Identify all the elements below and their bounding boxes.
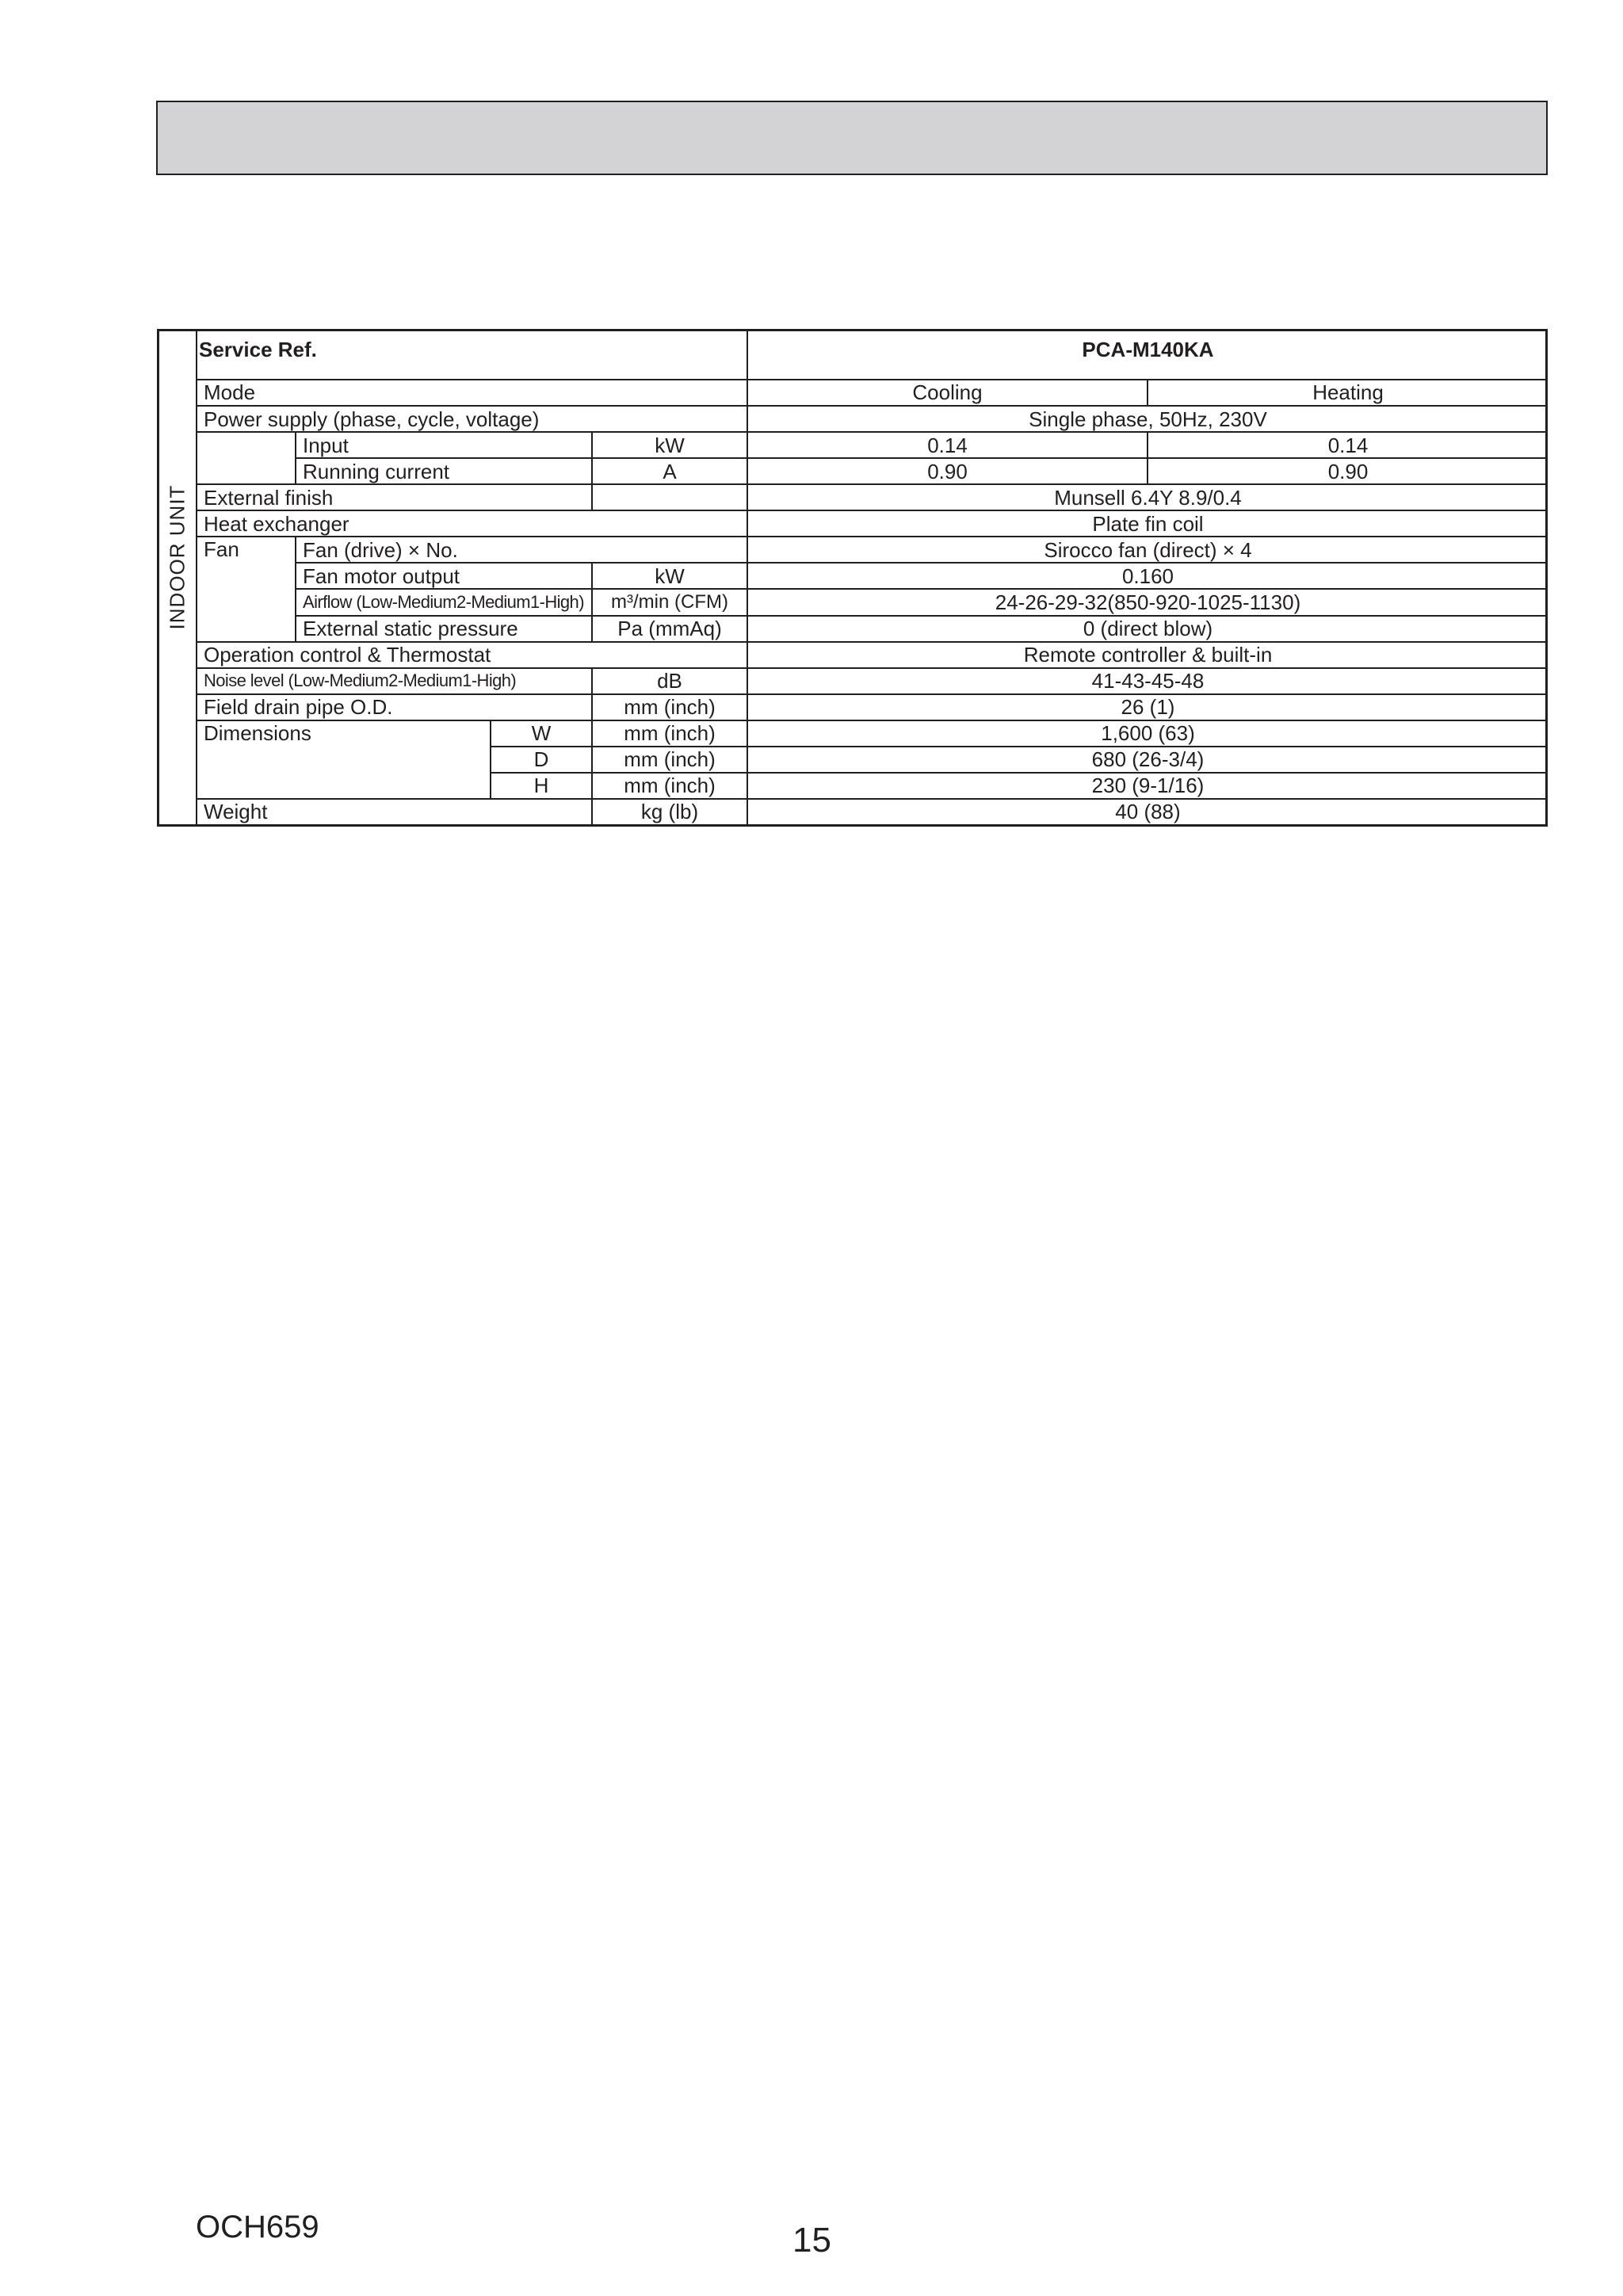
external-finish-value: Munsell 6.4Y 8.9/0.4 [747,484,1548,510]
table-row-field-drain-pipe [197,694,1548,720]
weight-unit: kg (lb) [592,799,747,824]
dimension-h-axis: H [491,773,592,799]
table-row-input [197,432,1548,458]
model-name: PCA-M140KA [747,331,1548,380]
dimension-w-unit: mm (inch) [592,720,747,747]
airflow-value: 24-26-29-32(850-920-1025-1130) [747,589,1548,615]
table-row-heat-exchanger [197,510,1548,537]
field-drain-pipe-unit: mm (inch) [592,694,747,720]
side-label-text: INDOOR UNIT [165,484,189,630]
fan-motor-output-unit: kW [592,563,747,589]
table-row-noise-level [197,668,1548,694]
external-static-pressure-value: 0 (direct blow) [747,616,1548,642]
table-row-external-static-pressure [197,616,1548,642]
running-current-unit: A [592,458,747,484]
heat-exchanger-value: Plate fin coil [747,510,1548,537]
input-label: Input [296,432,592,458]
input-unit: kW [592,432,747,458]
field-drain-pipe-label: Field drain pipe O.D. [197,694,592,720]
running-current-heating: 0.90 [1148,458,1548,484]
page-number: 15 [792,2221,831,2260]
mode-cooling: Cooling [747,380,1148,406]
field-drain-pipe-value: 26 (1) [747,694,1548,720]
fan-motor-output-label: Fan motor output [296,563,592,589]
noise-level-label: Noise level (Low-Medium2-Medium1-High) [197,668,592,694]
table-row-fan-drive [197,537,1548,563]
weight-value: 40 (88) [747,799,1548,824]
table-row-fan-motor-output [197,563,1548,589]
power-supply-label: Power supply (phase, cycle, voltage) [197,406,747,432]
input-cooling: 0.14 [747,432,1148,458]
fan-motor-output-value: 0.160 [747,563,1548,589]
table-row-dimensions-w [197,720,1548,747]
indoor-unit-side-label [159,331,197,824]
table-row-airflow [197,589,1548,615]
table-row-power-supply [197,406,1548,432]
external-static-pressure-unit: Pa (mmAq) [592,616,747,642]
running-current-label: Running current [296,458,592,484]
weight-label: Weight [197,799,592,824]
airflow-label: Airflow (Low-Medium2-Medium1-High) [296,589,592,615]
external-static-pressure-label: External static pressure [296,616,592,642]
operation-control-value: Remote controller & built-in [747,642,1548,668]
heat-exchanger-label: Heat exchanger [197,510,747,537]
table-row-mode [197,380,1548,406]
dimension-h-value: 230 (9-1/16) [747,773,1548,799]
table-row-operation-control [197,642,1548,668]
input-heating: 0.14 [1148,432,1548,458]
document-code: OCH659 [196,2210,319,2244]
mode-heating: Heating [1148,380,1548,406]
service-ref-label: Service Ref. [197,331,747,380]
dimension-d-value: 680 (26-3/4) [747,747,1548,773]
dimension-d-axis: D [491,747,592,773]
dimension-h-unit: mm (inch) [592,773,747,799]
spec-table [197,331,1548,824]
fan-label: Fan [197,537,296,641]
operation-control-label: Operation control & Thermostat [197,642,747,668]
fan-drive-label: Fan (drive) × No. [296,537,747,563]
external-finish-label: External finish [197,484,592,510]
table-row-external-finish [197,484,1548,510]
running-current-cooling: 0.90 [747,458,1148,484]
noise-level-value: 41-43-45-48 [747,668,1548,694]
header-band [156,101,1548,175]
airflow-unit: m³/min (CFM) [592,589,747,615]
dimensions-label: Dimensions [197,720,491,799]
power-supply-value: Single phase, 50Hz, 230V [747,406,1548,432]
dimension-d-unit: mm (inch) [592,747,747,773]
mode-label: Mode [197,380,747,406]
spec-table-container [157,329,1548,827]
dimension-w-value: 1,600 (63) [747,720,1548,747]
noise-level-unit: dB [592,668,747,694]
fan-drive-value: Sirocco fan (direct) × 4 [747,537,1548,563]
dimension-w-axis: W [491,720,592,747]
table-row-weight [197,799,1548,824]
table-row-running-current [197,458,1548,484]
table-row-service-ref [197,331,1548,380]
